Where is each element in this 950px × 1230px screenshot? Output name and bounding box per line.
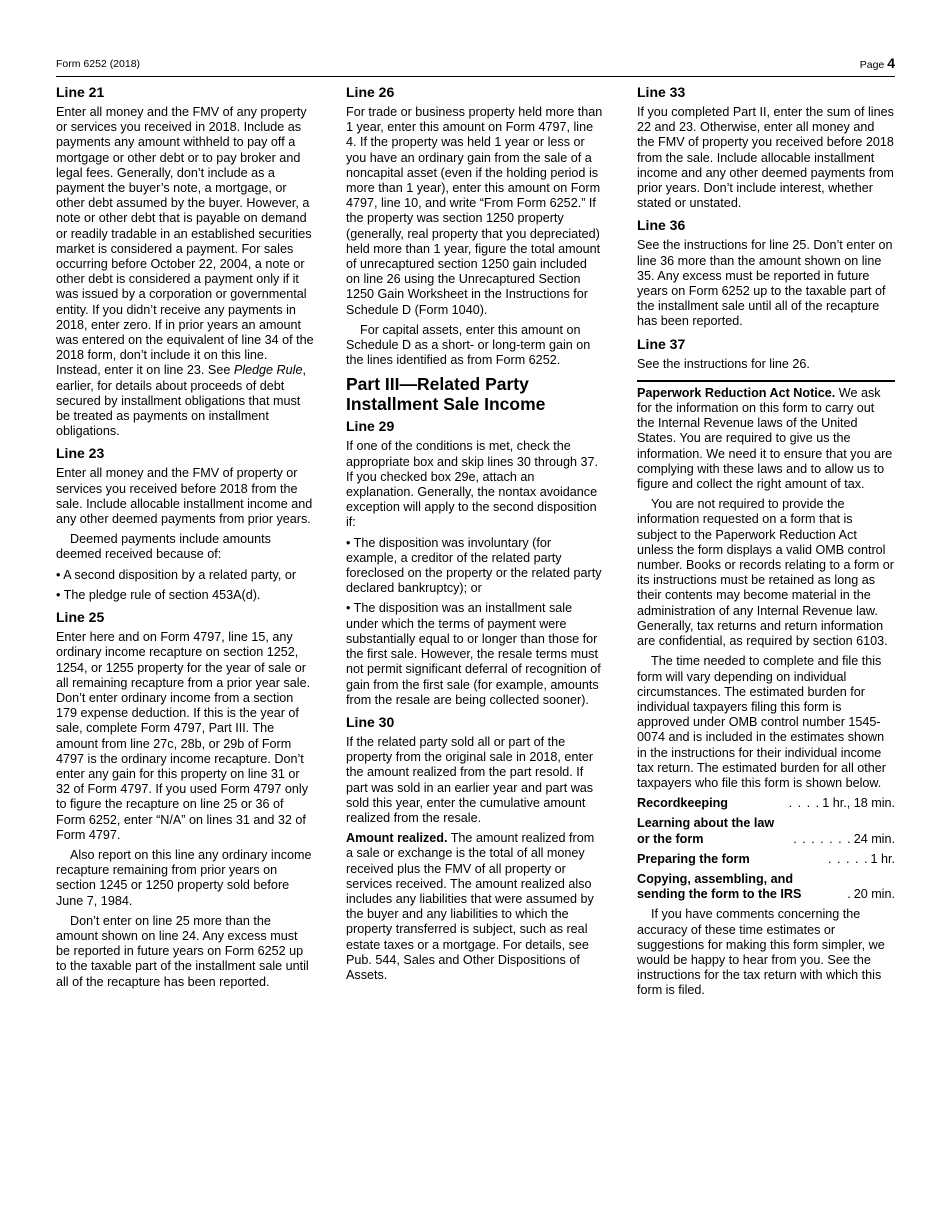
copying-label-2: sending the form to the IRS	[637, 887, 802, 902]
line26-text: For trade or business property held more than 1 year, enter this amount on Form 4797, line 4. If the property was held 1 year or less or you have an ordinary gain from the sale of a noncapital asset (even if the holding period is more than 1 year), enter this amount on Form 4797, line 10, and write “From Form 6252.” If the property was section 1250 property (generally, real property that you depreciated) held more than 1 year, figure the total amount of unrecaptured section 1250 gain included on line 26 using the Unrecaptured Section 1250 Gain Worksheet in the Instructions for Schedule D (Form 1040).	[346, 105, 603, 317]
line33-heading: Line 33	[637, 84, 686, 100]
preparing-label: Preparing the form	[637, 851, 750, 866]
recordkeeping-value: 1 hr., 18 min.	[822, 796, 895, 811]
line25-text: Enter here and on Form 4797, line 15, any ordinary income recapture on section 1252, 1254, or 1255 property for the year of sale or all remaining recapture from a prior year sale. Don’t enter ordinary income from a section 179 expense deduction. If this is the year of sale, complete Form 4797, Part III. The amount from line 27c, 28b, or 29b of Form 4797 is the ordinary income recapture. Don’t enter any gain for this property on line 31 or 32 of Form 4797. If you used Form 4797 only to figure the recapture on line 25 or 36 of Form 6252, enter “N/A” on lines 31 and 32 of Form 4797.	[56, 630, 311, 842]
line33-section	[637, 84, 895, 211]
line25-heading: Line 25	[56, 609, 105, 626]
line37-text: See the instructions for line 26.	[637, 356, 810, 371]
line26-section	[346, 84, 604, 368]
line25-text-2: Also report on this line any ordinary income recapture remaining from prior years on section 1245 or 1250 property sold before June 7, 1984.	[56, 847, 312, 908]
amount-realized	[346, 831, 604, 983]
recordkeeping-dots: . . . .	[788, 796, 821, 811]
form-id: Form 6252 (2018)	[56, 58, 141, 70]
line26-heading: Line 26	[346, 84, 395, 100]
learning-dots: . . . . . . .	[793, 831, 852, 846]
line23-text: Enter all money and the FMV of property or services you received before 2018 from the sale. Include allocable installment income and any other deemed payments from prior years.	[56, 466, 313, 527]
column-3	[637, 84, 895, 1004]
line25-section	[56, 609, 314, 990]
page-label: Page	[859, 59, 885, 71]
line23-bullet-1: • A second disposition by a related party, or	[56, 567, 297, 582]
copying-row-2	[637, 887, 895, 902]
line36-section	[637, 217, 895, 329]
page-header	[56, 55, 895, 77]
amount-realized-text: The amount realized from a sale or exchange is the total of all money received plus the FMV of all property or services received. The amount realized also includes any liabilities that were assumed by the buyer and any liabilities to which the property transferred is subject, such as real estate taxes or a mortgage. For details, see Pub. 544, Sales and Other Dispositions of Assets.	[346, 831, 595, 982]
line21-text-a: Enter all money and the FMV of any property or services you received in 2018. Include as payments any amount withheld to pay off a mortgage or other debt or to pay broker and legal fees. Generally, don’t include as a payment the buyer’s note, a mortgage, or other debt assumed by the buyer. However, a note or other debt that is payable on demand or readily tradable in an established securities market is considered a payment. For sales occurring before October 22, 2004, a note or other debt is considered a payment only if it was issued by a corporation or governmental entity. If you didn’t receive any payments in 2018, enter zero. If in prior years an amount was entered on the equivalent of line 34 of the 2018 form, don’t include it on this line. Instead, enter it on line 23. See	[56, 105, 314, 378]
line21-text	[56, 105, 314, 439]
recordkeeping-row	[637, 796, 895, 811]
line23-section	[56, 445, 314, 603]
line23-heading: Line 23	[56, 445, 105, 462]
line30-heading: Line 30	[346, 713, 395, 730]
line21-heading: Line 21	[56, 84, 105, 100]
preparing-dots: . . . . .	[827, 851, 869, 866]
line29-bullet-1: • The disposition was involuntary (for example, a creditor of the related party foreclosed on the property or the related party declared bankruptcy); or	[346, 535, 602, 596]
line25-text-3: Don’t enter on line 25 more than the amount shown on line 24. Any excess must be reported in future years on Form 6252 up to the taxable part of the installment sale until all of the recapture has been reported.	[56, 913, 309, 989]
learning-row-2	[637, 832, 895, 847]
page-number	[860, 55, 895, 71]
amount-realized-label: Amount realized.	[346, 831, 448, 846]
line29-heading: Line 29	[346, 418, 395, 435]
copying-dots: .	[847, 887, 852, 902]
copying-label-1: Copying, assembling, and	[637, 871, 794, 886]
recordkeeping-label: Recordkeeping	[637, 796, 728, 811]
line21-text-b: , earlier, for details about proceeds of debt secured by installment obligations that must be treated as payments on installment obligations.	[56, 363, 306, 439]
paperwork-notice	[637, 380, 895, 999]
pra-label: Paperwork Reduction Act Notice.	[637, 385, 836, 400]
line29-section	[346, 418, 604, 707]
line23-deemed: Deemed payments include amounts deemed received because of:	[56, 532, 271, 562]
line26-text-2: For capital assets, enter this amount on Schedule D as a short- or long-term gain on the lines identified as from Form 6252.	[346, 322, 591, 368]
column-1	[56, 84, 314, 996]
line30-text: If the related party sold all or part of the property from the original sale in 2018, enter the amount realized from the part resold. If part was sold in an earlier year and part was sold this year, enter the cumulative amount realized from the resale.	[346, 734, 594, 825]
line36-text: See the instructions for line 25. Don’t enter on line 36 more than the amount shown on line 35. Any excess must be reported in future years on Form 6252 up to the taxable part of the installment sale until all of the recapture has been reported.	[637, 238, 893, 329]
learning-row	[637, 816, 895, 846]
preparing-row	[637, 852, 895, 867]
pra-text-3: The time needed to complete and file this form will vary depending on individual circumstances. The estimated burden for individual taxpayers filing this form is approved under OMB control number 1545-0074 and is included in the estimates shown in the instructions for their individual income tax return. The estimated burden for all other taxpayers who file this form is shown below.	[637, 654, 886, 790]
part3-heading: Part III—Related Party Installment Sale Income	[346, 374, 546, 415]
learning-value: 24 min.	[853, 831, 895, 846]
learning-label-2: or the form	[637, 831, 704, 846]
line29-text: If one of the conditions is met, check the appropriate box and skip lines 30 through 37. If you checked box 29e, attach an explanation. Generally, the nontax avoidance exception will apply to the second disposition if:	[346, 439, 599, 530]
line29-bullet-2: • The disposition was an installment sale under which the terms of payment were substantially equal to or longer than those for the first sale. However, the resale terms must not permit significant deferral of recognition of gain from the first sale (for example, amounts from the resale are being collected sooner).	[346, 601, 601, 707]
learning-label-1: Learning about the law	[637, 816, 775, 831]
copying-row	[637, 872, 895, 902]
pra-text-a: We ask for the information on this form to carry out the Internal Revenue laws of the United States. You are required to give us the information. We need it to ensure that you are complying with these laws and to allow us to figure and collect the right amount of tax.	[637, 385, 893, 492]
line37-section	[637, 336, 895, 372]
pra-text-2: You are not required to provide the information requested on a form that is subject to the Paperwork Reduction Act unless the form displays a valid OMB control number. Books or records relating to a form or its instructions must be retained as long as their contents may become material in the administration of any Internal Revenue law. Generally, tax returns and return information are confidential, as required by section 6103.	[637, 497, 894, 649]
copying-value: 20 min.	[853, 887, 895, 902]
pra-text-4: If you have comments concerning the accuracy of these time estimates or suggestions for making this form simpler, we would be happy to hear from you. See the instructions for the tax return with which this form is filed.	[637, 907, 885, 998]
page-num: 4	[887, 55, 895, 71]
pra-text	[637, 386, 895, 492]
line33-text: If you completed Part II, enter the sum of lines 22 and 23. Otherwise, enter all money and the FMV of property you received before 2018 from the sale. Include allocable installment income and any other deemed payments from prior years. Don’t include interest, whether stated or unstated.	[637, 105, 894, 211]
line30-section	[346, 714, 604, 983]
line23-bullet-2: • The pledge rule of section 453A(d).	[56, 587, 261, 602]
line21-section	[56, 84, 314, 439]
column-2	[346, 84, 604, 989]
line37-heading: Line 37	[637, 335, 686, 352]
pledge-rule-ref: Pledge Rule	[233, 363, 303, 378]
line36-heading: Line 36	[637, 217, 686, 234]
preparing-value: 1 hr.	[870, 851, 895, 866]
